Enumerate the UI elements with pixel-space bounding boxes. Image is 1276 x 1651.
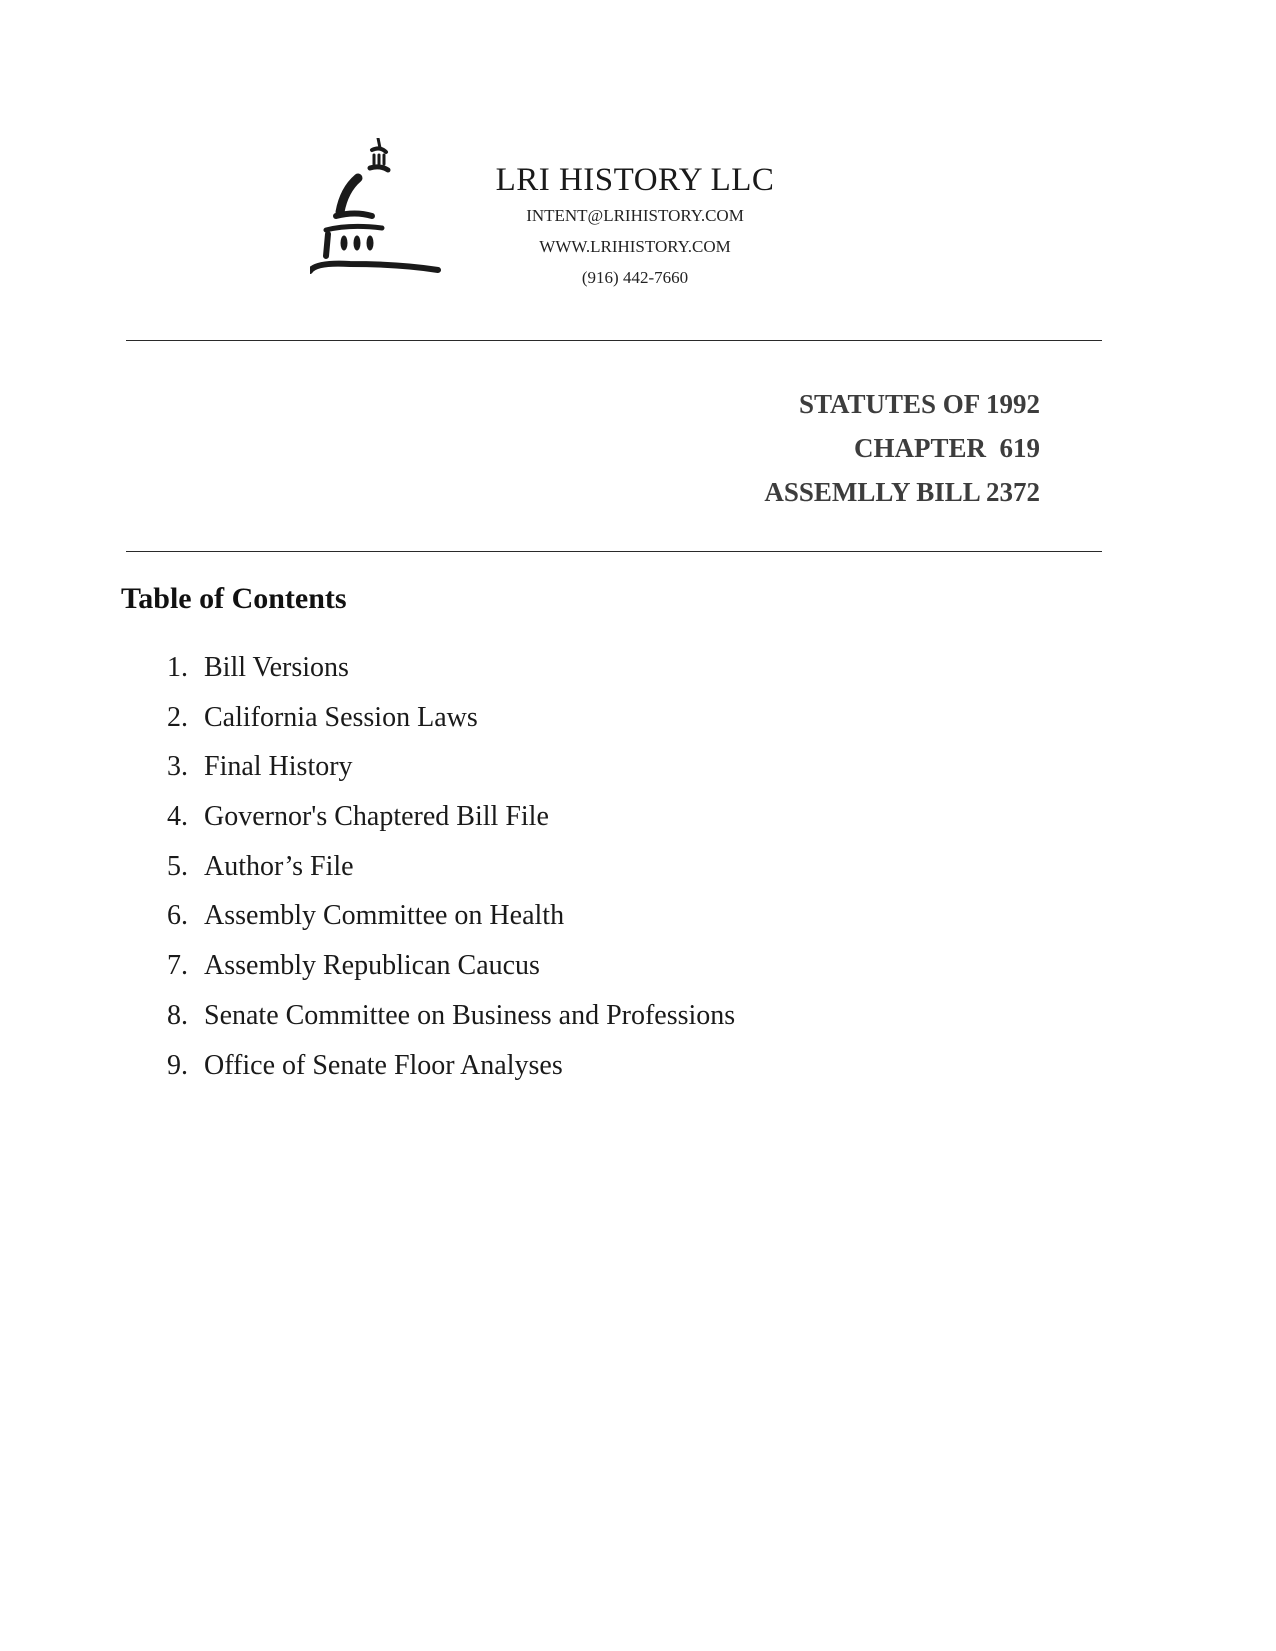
company-name: LRI HISTORY LLC <box>495 162 775 198</box>
toc-item-label: Assembly Republican Caucus <box>204 950 540 982</box>
toc-item-label: Bill Versions <box>204 652 349 683</box>
toc-item-number: 2. <box>167 701 188 733</box>
toc-item[interactable] <box>140 896 735 946</box>
toc-item-label: California Session Laws <box>204 701 478 733</box>
company-phone: (916) 442-7660 <box>581 268 689 287</box>
toc-title: Table of Contents <box>121 582 347 615</box>
toc-item-label: Assembly Committee on Health <box>204 900 565 932</box>
toc-item-label: Governor's Chaptered Bill File <box>204 801 549 833</box>
toc-item[interactable] <box>140 1046 735 1096</box>
toc-item-number: 8. <box>167 999 188 1031</box>
toc-item[interactable] <box>140 648 735 698</box>
statute-block <box>764 382 1040 514</box>
toc-item[interactable] <box>140 698 735 748</box>
toc-item-number: 6. <box>167 900 188 932</box>
toc-item-number: 5. <box>167 850 188 882</box>
toc-item-label: Senate Committee on Business and Professions <box>204 999 736 1031</box>
toc-item[interactable] <box>140 747 735 797</box>
statute-line-chapter: CHAPTER 619 <box>853 433 1040 463</box>
toc-item-number: 7. <box>167 950 188 982</box>
company-website: WWW.LRIHISTORY.COM <box>539 237 731 256</box>
toc-item[interactable] <box>140 797 735 847</box>
statute-line-bill: ASSEMLLY BILL 2372 <box>764 477 1040 507</box>
statute-line-statutes: STATUTES OF 1992 <box>798 389 1040 419</box>
toc-item-label: Author’s File <box>204 850 354 882</box>
bottom-divider <box>126 551 1102 552</box>
toc-item-label: Office of Senate Floor Analyses <box>204 1049 563 1081</box>
company-header <box>420 160 850 293</box>
toc-item-number: 4. <box>167 801 188 833</box>
company-email: INTENT@LRIHISTORY.COM <box>526 206 744 225</box>
toc-item-number: 9. <box>167 1049 188 1081</box>
toc-list <box>140 648 735 1095</box>
toc-item[interactable] <box>140 996 735 1046</box>
toc-item-number: 1. <box>167 652 188 683</box>
toc-item[interactable] <box>140 847 735 897</box>
top-divider <box>126 340 1102 341</box>
toc-item-label: Final History <box>204 751 353 783</box>
toc-item-number: 3. <box>167 751 188 783</box>
toc-item[interactable] <box>140 946 735 996</box>
